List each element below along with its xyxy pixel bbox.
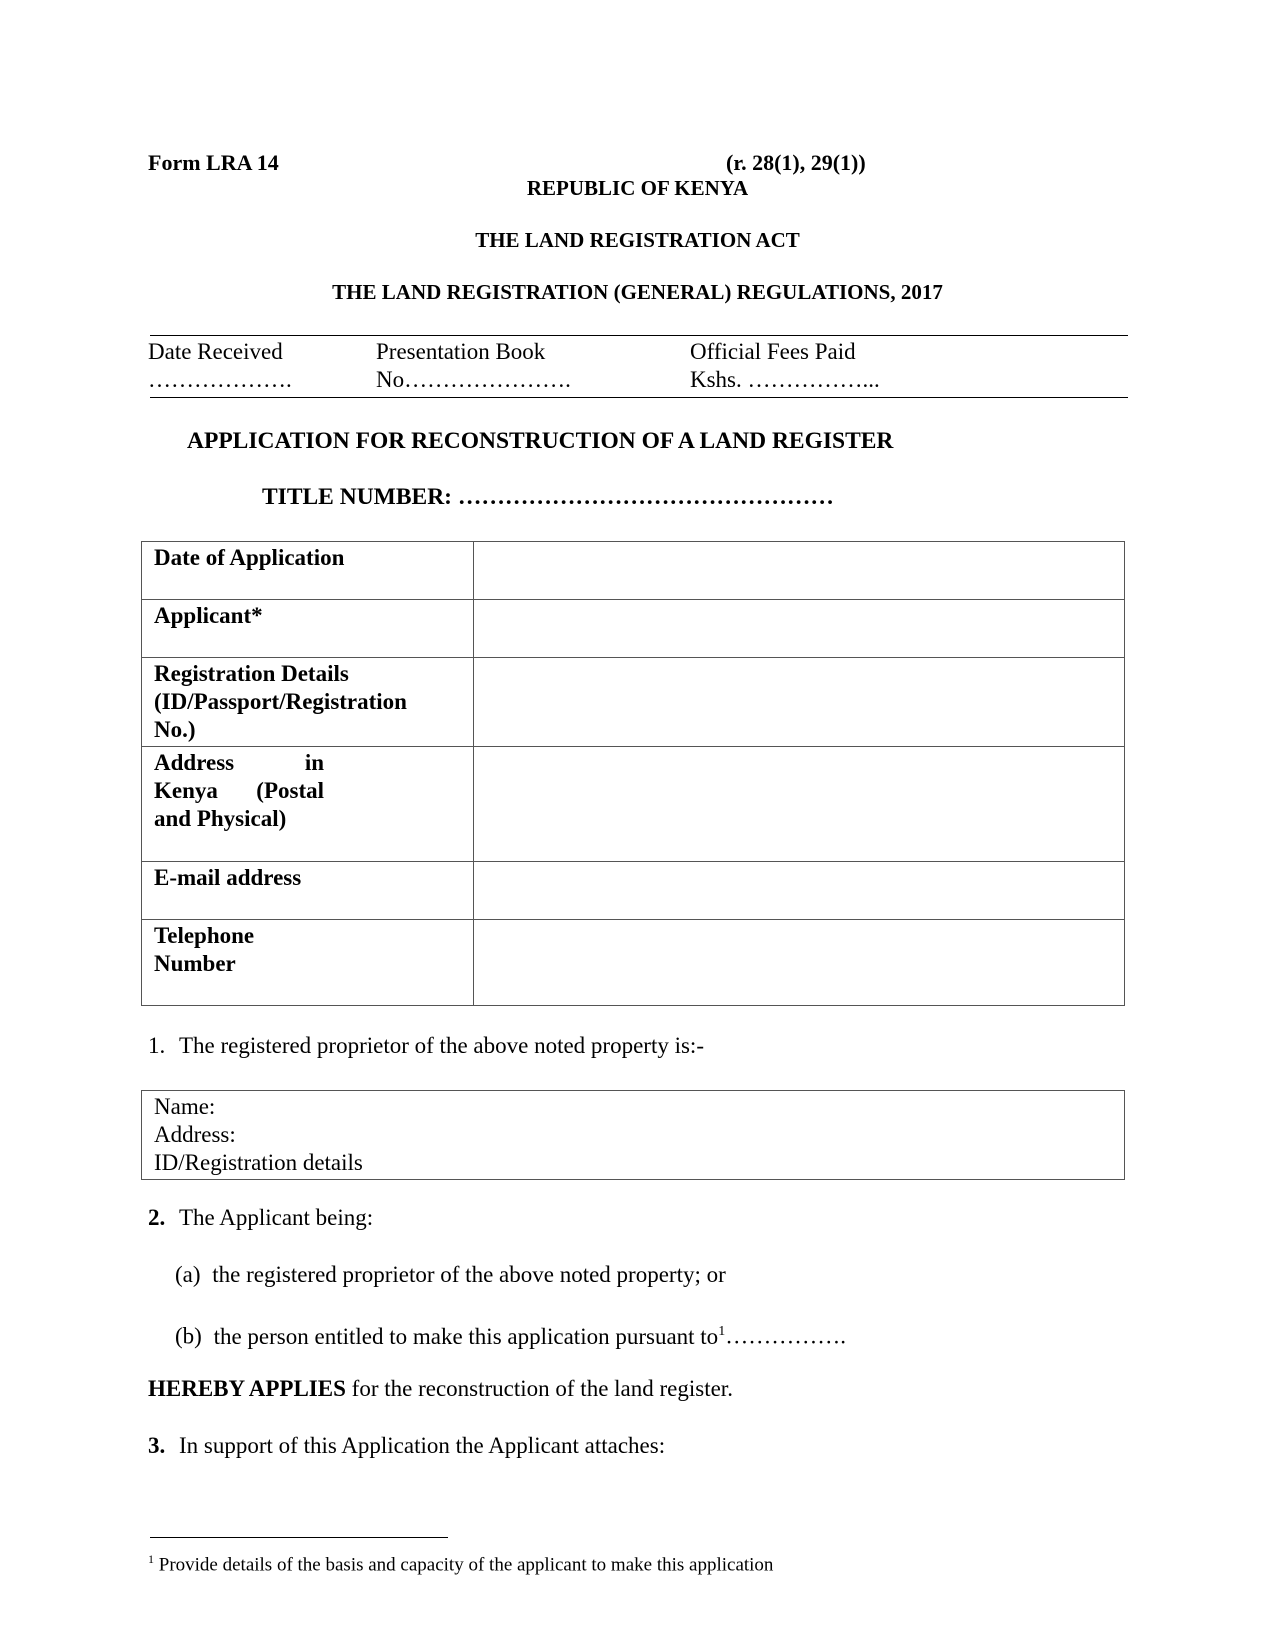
telephone-line: Number xyxy=(154,951,236,976)
email-field[interactable] xyxy=(474,862,1125,920)
table-row xyxy=(142,600,1125,658)
bottom-rule xyxy=(150,397,1128,398)
section-1 xyxy=(148,1032,704,1060)
option-b-text: the person entitled to make this application pursuant to xyxy=(213,1323,719,1349)
top-rule xyxy=(150,335,1128,336)
table-row xyxy=(142,862,1125,920)
date-received-field: ………………. xyxy=(148,367,292,392)
date-of-application-label: Date of Application xyxy=(142,542,474,600)
section-2-text: The Applicant being: xyxy=(179,1205,374,1230)
address-word: (Postal xyxy=(256,778,324,803)
option-b-label: (b) xyxy=(175,1323,202,1349)
applicant-field[interactable] xyxy=(474,600,1125,658)
hereby-applies-text: for the reconstruction of the land register. xyxy=(345,1376,733,1401)
date-received-block xyxy=(148,338,292,394)
hereby-applies-bold: HEREBY APPLIES xyxy=(148,1376,346,1401)
section-3 xyxy=(148,1432,665,1460)
table-row xyxy=(142,542,1125,600)
fees-block xyxy=(690,338,880,394)
address-label xyxy=(142,747,474,862)
address-line: and Physical) xyxy=(154,806,287,831)
republic-heading: REPUBLIC OF KENYA xyxy=(526,176,749,200)
section-2-number: 2. xyxy=(148,1205,166,1230)
regulations-heading: THE LAND REGISTRATION (GENERAL) REGULATIONS, 2017 xyxy=(332,280,943,304)
section-1-number: 1. xyxy=(148,1033,166,1058)
presentation-book-label: Presentation Book xyxy=(376,339,546,364)
option-b-dots: ……………. xyxy=(725,1323,846,1349)
telephone-label xyxy=(142,920,474,1006)
option-a xyxy=(175,1261,726,1289)
telephone-line: Telephone xyxy=(154,923,255,948)
option-a-text: the registered proprietor of the above noted property; or xyxy=(212,1262,726,1287)
address-line xyxy=(154,777,324,805)
proprietor-box xyxy=(141,1090,1125,1180)
proprietor-address-label: Address: xyxy=(154,1122,236,1147)
footnote-text: Provide details of the basis and capacity of the applicant to make this application xyxy=(154,1554,774,1576)
title-number: TITLE NUMBER: ………………………………………… xyxy=(262,484,834,510)
table-row xyxy=(142,1091,1125,1180)
table-row xyxy=(142,747,1125,862)
table-row xyxy=(142,920,1125,1006)
address-line xyxy=(154,749,324,777)
address-word: in xyxy=(304,750,324,775)
footnote xyxy=(148,1552,773,1576)
registration-details-label xyxy=(142,658,474,747)
footnote-separator xyxy=(150,1537,448,1538)
registration-details-line: (ID/Passport/Registration xyxy=(154,689,407,714)
section-2 xyxy=(148,1204,373,1232)
email-label: E-mail address xyxy=(142,862,474,920)
proprietor-details-cell[interactable] xyxy=(142,1091,1125,1180)
fees-field: Kshs. ……………... xyxy=(690,367,880,392)
applicant-details-table xyxy=(141,541,1125,1006)
footnote-ref[interactable]: 1 xyxy=(718,1324,726,1339)
telephone-field[interactable] xyxy=(474,920,1125,1006)
form-number: Form LRA 14 xyxy=(148,150,279,175)
presentation-book-field: No…………………. xyxy=(376,367,571,392)
act-heading: THE LAND REGISTRATION ACT xyxy=(475,228,800,252)
fees-label: Official Fees Paid xyxy=(690,339,856,364)
proprietor-name-label: Name: xyxy=(154,1094,216,1119)
section-3-text: In support of this Application the Applicant attaches: xyxy=(179,1433,666,1458)
option-a-label: (a) xyxy=(175,1262,201,1287)
registration-details-field[interactable] xyxy=(474,658,1125,747)
footnote-mark: 1 xyxy=(148,1552,154,1566)
presentation-book-block xyxy=(376,338,571,394)
applicant-label: Applicant* xyxy=(142,600,474,658)
address-field[interactable] xyxy=(474,747,1125,862)
date-received-label: Date Received xyxy=(148,339,283,364)
option-b xyxy=(175,1318,846,1351)
address-word: Kenya xyxy=(154,778,218,803)
date-of-application-field[interactable] xyxy=(474,542,1125,600)
form-title: APPLICATION FOR RECONSTRUCTION OF A LAND REGISTER xyxy=(187,428,894,454)
section-1-text: The registered proprietor of the above noted property is:- xyxy=(179,1033,704,1058)
address-word: Address xyxy=(154,750,235,775)
rule-reference: (r. 28(1), 29(1)) xyxy=(726,150,866,175)
proprietor-id-label: ID/Registration details xyxy=(154,1150,363,1175)
registration-details-line: No.) xyxy=(154,717,196,742)
section-3-number: 3. xyxy=(148,1433,166,1458)
table-row xyxy=(142,658,1125,747)
registration-details-line: Registration Details xyxy=(154,661,349,686)
hereby-applies xyxy=(148,1375,733,1403)
